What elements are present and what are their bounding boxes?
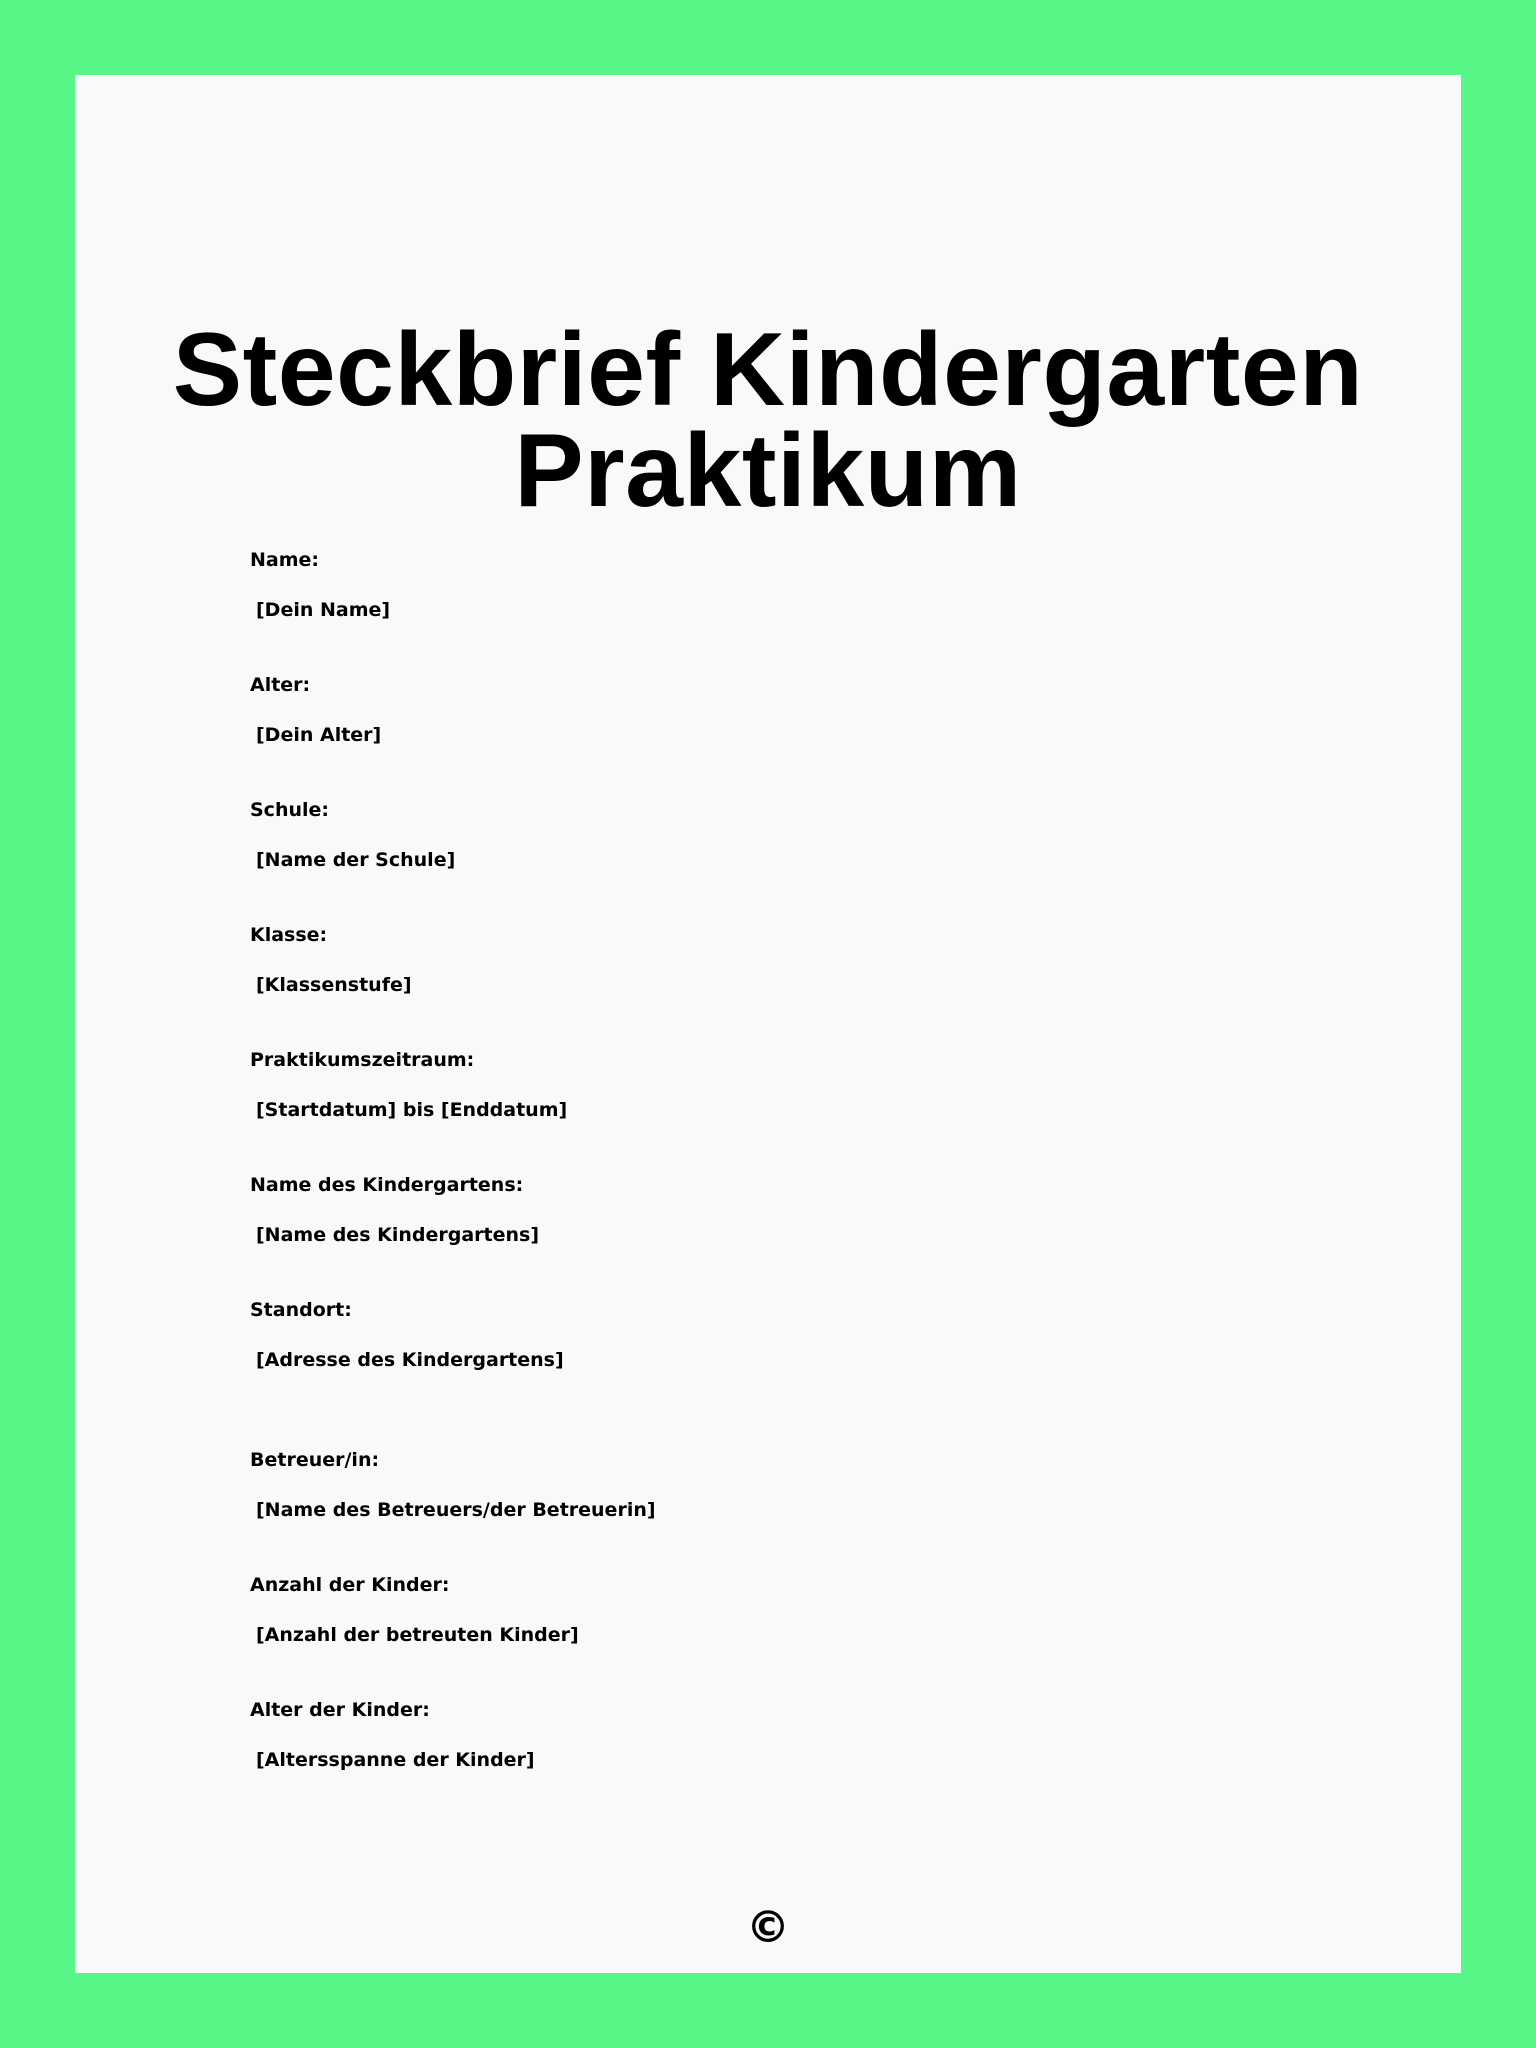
- copyright-symbol: ©: [746, 1902, 790, 1953]
- title-line-2: Praktikum: [514, 413, 1022, 529]
- field-value-age: [Dein Alter]: [256, 724, 382, 746]
- field-value-name: [Dein Name]: [256, 599, 391, 621]
- field-label-school: Schule:: [250, 799, 329, 821]
- field-value-children-age: [Altersspanne der Kinder]: [256, 1749, 535, 1771]
- field-label-children-count: Anzahl der Kinder:: [250, 1574, 450, 1596]
- document-title: [75, 312, 1461, 529]
- field-value-supervisor: [Name des Betreuers/der Betreuerin]: [256, 1499, 656, 1521]
- field-label-class: Klasse:: [250, 924, 328, 946]
- field-value-period: [Startdatum] bis [Enddatum]: [256, 1099, 568, 1121]
- field-label-name: Name:: [250, 549, 320, 571]
- field-label-age: Alter:: [250, 674, 311, 696]
- document-sheet: [75, 75, 1461, 1973]
- field-label-supervisor: Betreuer/in:: [250, 1449, 380, 1471]
- field-value-children-count: [Anzahl der betreuten Kinder]: [256, 1624, 579, 1646]
- field-label-kindergarten-name: Name des Kindergartens:: [250, 1174, 524, 1196]
- field-value-kindergarten-name: [Name des Kindergartens]: [256, 1224, 540, 1246]
- title-line-1: Steckbrief Kindergarten: [172, 312, 1364, 428]
- field-value-location: [Adresse des Kindergartens]: [256, 1349, 564, 1371]
- field-label-period: Praktikumszeitraum:: [250, 1049, 475, 1071]
- field-value-class: [Klassenstufe]: [256, 974, 412, 996]
- field-value-school: [Name der Schule]: [256, 849, 456, 871]
- field-label-location: Standort:: [250, 1299, 352, 1321]
- field-label-children-age: Alter der Kinder:: [250, 1699, 430, 1721]
